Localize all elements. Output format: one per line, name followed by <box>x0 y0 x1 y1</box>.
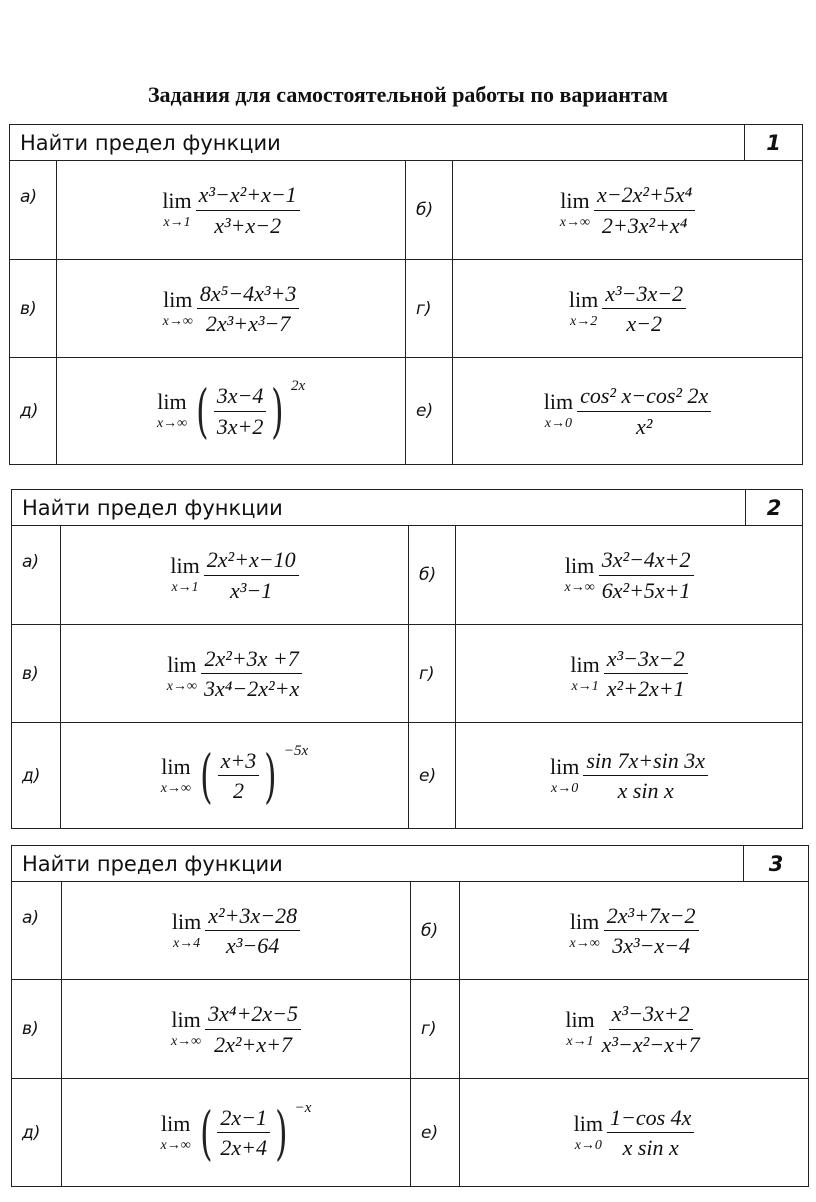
limit-expression <box>62 980 411 1079</box>
lim-subscript: x→∞ <box>162 313 193 329</box>
lim-subscript: x→∞ <box>160 780 191 796</box>
denominator: 2x²+x+7 <box>214 1031 292 1057</box>
numerator: 1−cos 4x <box>607 1105 694 1133</box>
lim-word: lim <box>171 908 202 934</box>
denominator: x³−1 <box>230 577 273 603</box>
denominator: 2x³+x³−7 <box>205 311 291 336</box>
item-label: д) <box>12 723 61 829</box>
numerator: 3x²−4x+2 <box>599 547 694 575</box>
item-label: а) <box>12 526 61 625</box>
item-label: е) <box>411 1079 460 1187</box>
limit-expression <box>456 526 803 625</box>
lim-subscript: x→4 <box>172 935 201 951</box>
item-label: е) <box>406 358 453 465</box>
numerator: x³−3x−2 <box>602 281 686 309</box>
lim-word: lim <box>565 1007 595 1032</box>
limit-expression <box>460 980 809 1079</box>
lim-word: lim <box>167 651 197 677</box>
lim-word: lim <box>157 389 187 414</box>
task-header: Найти предел функции <box>10 125 745 161</box>
exponent: −5x <box>283 742 309 759</box>
lim-word: lim <box>170 553 200 578</box>
numerator: 2x²+x−10 <box>204 547 299 575</box>
limit-expression <box>453 358 803 465</box>
item-label: г) <box>411 980 460 1079</box>
lim-subscript: x→∞ <box>166 678 197 694</box>
lim-subscript: x→∞ <box>156 416 188 431</box>
numerator: 8x⁵−4x³+3 <box>197 281 299 309</box>
variant-table-1 <box>9 124 803 465</box>
lim-word: lim <box>161 753 191 779</box>
numerator: x−2x²+5x⁴ <box>594 182 695 210</box>
lim-subscript: x→2 <box>569 313 598 329</box>
denominator: 2 <box>232 778 244 803</box>
numerator: 3x⁴+2x−5 <box>205 1001 301 1029</box>
numerator: 2x−1 <box>217 1105 270 1133</box>
exponent: 2x <box>290 378 306 394</box>
denominator: x² <box>636 413 653 439</box>
item-label: а) <box>12 882 62 980</box>
numerator: cos² x−cos² 2x <box>577 383 711 411</box>
lim-word: lim <box>569 908 600 934</box>
denominator: 6x²+5x+1 <box>601 577 691 603</box>
limit-expression <box>453 260 803 358</box>
denominator: 3x+2 <box>216 413 264 439</box>
denominator: 3x⁴−2x²+x <box>203 676 300 701</box>
lim-subscript: x→1 <box>163 215 191 230</box>
variant-number: 1 <box>745 125 803 161</box>
item-label: а) <box>10 161 57 260</box>
numerator: 2x²+3x +7 <box>201 646 301 674</box>
denominator: x−2 <box>626 311 662 336</box>
item-label: д) <box>12 1079 62 1187</box>
denominator: x³−64 <box>226 933 280 958</box>
item-label: в) <box>12 625 61 723</box>
limit-expression <box>61 625 409 723</box>
limit-expression <box>460 882 809 980</box>
lim-subscript: x→0 <box>544 416 573 431</box>
denominator: x sin x <box>617 778 674 803</box>
lim-subscript: x→∞ <box>160 1137 191 1153</box>
variant-number: 2 <box>746 490 803 526</box>
numerator: x³−x²+x−1 <box>196 182 300 210</box>
right-paren: ) <box>264 741 277 810</box>
item-label: в) <box>10 260 57 358</box>
variant-number: 3 <box>744 846 809 882</box>
lim-word: lim <box>573 1110 603 1136</box>
item-label: г) <box>409 625 456 723</box>
numerator: x³−3x−2 <box>604 646 688 674</box>
limit-expression <box>61 723 409 829</box>
left-paren: ( <box>200 741 213 810</box>
lim-word: lim <box>160 1110 191 1136</box>
item-label: е) <box>409 723 456 829</box>
denominator: x³−x²−x+7 <box>601 1031 700 1057</box>
numerator: x³−3x+2 <box>609 1001 693 1029</box>
limit-expression <box>57 260 406 358</box>
lim-word: lim <box>163 286 193 312</box>
lim-word: lim <box>564 553 595 578</box>
numerator: x²+3x−28 <box>205 903 300 931</box>
variant-table-2 <box>11 489 803 829</box>
denominator: 3x³−x−4 <box>612 933 691 958</box>
lim-word: lim <box>543 389 574 414</box>
item-label: б) <box>409 526 456 625</box>
item-label: б) <box>411 882 460 980</box>
denominator: x sin x <box>622 1135 679 1160</box>
limit-expression <box>61 526 409 625</box>
item-label: в) <box>12 980 62 1079</box>
item-label: б) <box>406 161 453 260</box>
right-paren: ) <box>275 1098 288 1167</box>
limit-expression <box>57 358 406 465</box>
limit-expression <box>62 1079 411 1187</box>
right-paren: ) <box>271 377 284 445</box>
left-paren: ( <box>199 1098 213 1167</box>
lim-word: lim <box>549 753 580 779</box>
lim-word: lim <box>171 1007 201 1032</box>
limit-expression <box>456 723 803 829</box>
denominator: x³+x−2 <box>214 212 282 238</box>
limit-expression <box>460 1079 809 1187</box>
item-label: д) <box>10 358 57 465</box>
denominator: 2+3x²+x⁴ <box>601 212 688 238</box>
lim-subscript: x→∞ <box>559 215 590 230</box>
numerator: 3x−4 <box>214 383 267 411</box>
lim-subscript: x→1 <box>171 580 199 595</box>
denominator: 2x+4 <box>220 1135 268 1160</box>
lim-subscript: x→∞ <box>170 1034 202 1049</box>
lim-word: lim <box>570 651 600 677</box>
numerator: 2x³+7x−2 <box>604 903 699 931</box>
numerator: sin 7x+sin 3x <box>583 748 708 776</box>
variant-table-3 <box>11 845 809 1187</box>
limit-expression <box>62 882 411 980</box>
lim-subscript: x→∞ <box>564 580 595 595</box>
limit-expression <box>453 161 803 260</box>
item-label: г) <box>406 260 453 358</box>
task-header: Найти предел функции <box>12 490 746 526</box>
limit-expression <box>456 625 803 723</box>
lim-subscript: x→0 <box>574 1137 602 1153</box>
lim-subscript: x→1 <box>571 678 599 694</box>
limit-expression <box>57 161 406 260</box>
lim-subscript: x→1 <box>566 1034 594 1049</box>
numerator: x+3 <box>218 748 260 776</box>
lim-subscript: x→∞ <box>569 935 600 951</box>
lim-word: lim <box>162 188 192 213</box>
page-title: Задания для самостоятельной работы по вариантам <box>147 82 669 107</box>
task-header: Найти предел функции <box>12 846 744 882</box>
lim-word: lim <box>568 286 599 312</box>
lim-word: lim <box>560 188 590 213</box>
denominator: x²+2x+1 <box>606 676 685 701</box>
exponent: −x <box>294 1099 312 1116</box>
lim-subscript: x→0 <box>551 780 579 796</box>
left-paren: ( <box>196 377 209 445</box>
